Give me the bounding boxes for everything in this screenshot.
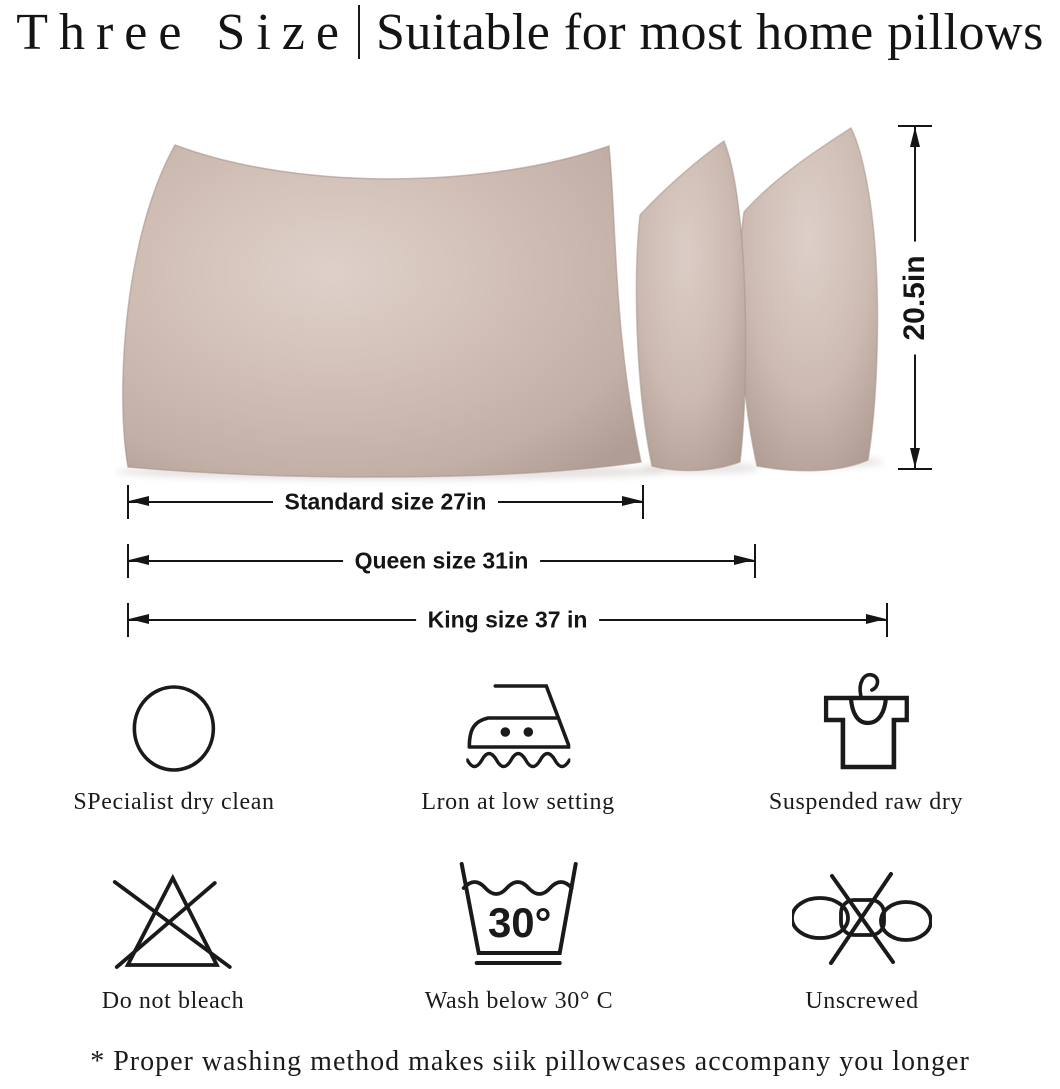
queen-size-label: Queen size 31in	[343, 546, 541, 577]
care-label: Do not bleach	[101, 988, 245, 1014]
arrow-left-icon	[129, 614, 149, 624]
title-right: Suitable for most home pillows	[375, 3, 1044, 61]
height-dimension	[898, 125, 931, 470]
king-size-dimension	[128, 606, 887, 633]
arrow-up-icon	[910, 127, 920, 147]
care-hang-dry	[769, 668, 963, 816]
do-not-wring-icon	[792, 862, 932, 977]
queen-size-dimension	[128, 547, 755, 574]
title-separator	[358, 5, 360, 59]
arrow-right-icon	[734, 555, 754, 565]
standard-size-dimension	[128, 488, 643, 515]
footnote: * Proper washing method makes siik pillowcases accompany you longer	[90, 1046, 970, 1077]
wash-30-icon	[458, 860, 580, 966]
hang-dry-shirt-icon	[823, 668, 908, 770]
care-label: Wash below 30° C	[424, 988, 614, 1014]
care-iron-low	[421, 684, 614, 816]
standard-size-label: Standard size 27in	[273, 487, 499, 518]
dimension-tick	[642, 485, 644, 519]
pillow-middle	[636, 141, 745, 471]
wash-temperature-label: 30°	[488, 899, 552, 946]
page-title	[0, 0, 1060, 64]
care-dry-clean	[73, 683, 274, 816]
pillow-back	[740, 128, 878, 471]
arrow-left-icon	[129, 496, 149, 506]
care-do-not-bleach	[102, 870, 244, 1015]
dry-clean-circle-icon	[131, 683, 218, 774]
care-label: Unscrewed	[805, 988, 919, 1014]
do-not-bleach-icon	[108, 870, 238, 975]
care-wash-30	[425, 860, 614, 1015]
care-label: Lron at low setting	[421, 789, 615, 815]
pillows-photo	[60, 100, 940, 500]
arrow-left-icon	[129, 555, 149, 565]
arrow-down-icon	[910, 448, 920, 468]
arrow-right-icon	[866, 614, 886, 624]
height-dimension-label: 20.5in	[896, 241, 934, 354]
arrow-right-icon	[622, 496, 642, 506]
title-left: Three Size	[16, 3, 350, 61]
care-do-not-wring	[792, 862, 932, 1015]
pillow-front	[123, 145, 641, 477]
care-label: Suspended raw dry	[768, 789, 964, 815]
dimension-tick	[898, 468, 932, 470]
king-size-label: King size 37 in	[416, 605, 600, 636]
care-label: SPecialist dry clean	[73, 789, 275, 815]
dimension-tick	[886, 603, 888, 637]
iron-low-icon	[466, 684, 570, 772]
dimension-tick	[754, 544, 756, 578]
